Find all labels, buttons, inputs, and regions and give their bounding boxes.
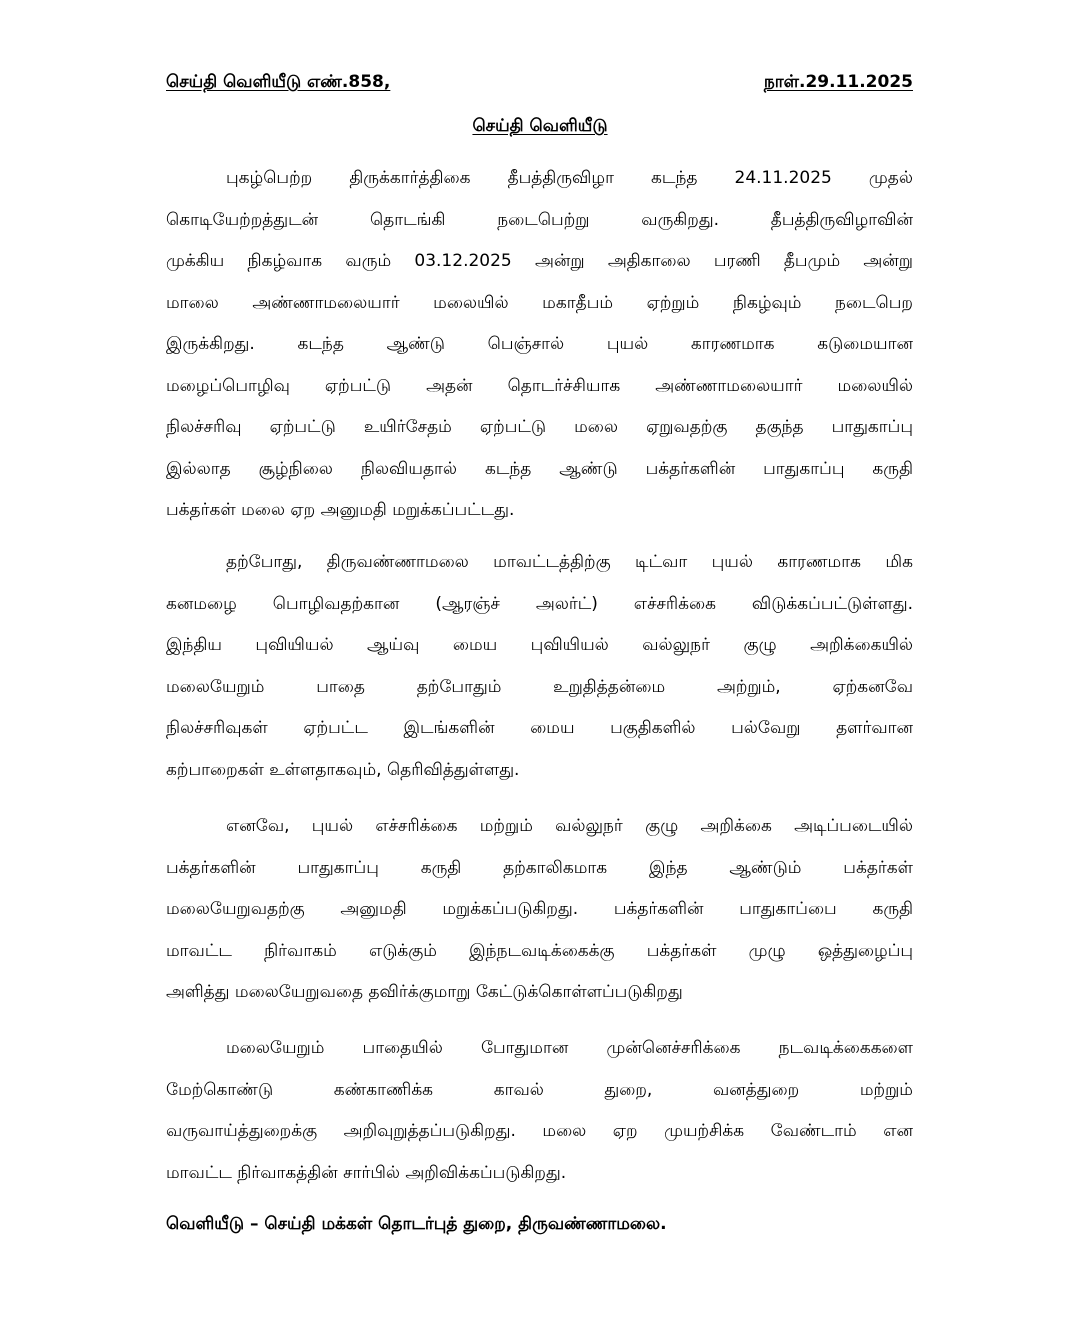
paragraph-line: நிலச்சரிவு ஏற்பட்டு உயிர்சேதம் ஏற்பட்டு மலை ஏறுவதற்கு தகுந்த பாதுகாப்பு <box>166 417 913 437</box>
paragraph-line: கற்பாறைகள் உள்ளதாகவும், தெரிவித்துள்ளது. <box>166 759 520 780</box>
paragraph-line: மலையேறும் பாதை தற்போதும் உறுதித்தன்மை அற்றும், ஏற்கனவே <box>166 676 913 697</box>
paragraph-line: முக்கிய நிகழ்வாக வரும் 03.12.2025 அன்று அதிகாலை பரணி தீபமும் அன்று <box>166 251 913 271</box>
paragraph-line: கனமழை பொழிவதற்கான (ஆரஞ்ச் அலர்ட்) எச்சரிக்கை விடுக்கப்பட்டுள்ளது. <box>166 593 913 614</box>
paragraph-line: மாலை அண்ணாமலையார் மலையில் மகாதீபம் ஏற்றும் நிகழ்வும் நடைபெற <box>166 292 913 313</box>
paragraph-line: மாவட்ட நிர்வாகம் எடுக்கும் இந்நடவடிக்கைக்கு பக்தர்கள் முழு ஒத்துழைப்பு <box>166 940 913 961</box>
issuer-footer: வெளியீடு – செய்தி மக்கள் தொடர்புத் துறை, திருவண்ணாமலை. <box>166 1214 667 1234</box>
paragraph-1 <box>166 158 913 532</box>
paragraph-line: நிலச்சரிவுகள் ஏற்பட்ட இடங்களின் மைய பகுதிகளில் பல்வேறு தளர்வான <box>166 718 913 738</box>
paragraph-line: மாவட்ட நிர்வாகத்தின் சார்பில் அறிவிக்கப்படுகிறது. <box>166 1162 567 1183</box>
header-row <box>166 68 913 98</box>
paragraph-line: மேற்கொண்டு கண்காணிக்க காவல் துறை, வனத்துறை மற்றும் <box>166 1079 913 1100</box>
paragraph-3 <box>166 806 913 1014</box>
paragraph-line: தற்போது, திருவண்ணாமலை மாவட்டத்திற்கு டிட்வா புயல் காரணமாக மிக <box>226 552 913 572</box>
paragraph-line: பக்தர்கள் மலை ஏற அனுமதி மறுக்கப்பட்டது. <box>166 500 515 520</box>
paragraph-line: இருக்கிறது. கடந்த ஆண்டு பெஞ்சால் புயல் காரணமாக கடுமையான <box>166 334 913 354</box>
paragraph-4 <box>166 1028 913 1194</box>
paragraph-line: பக்தர்களின் பாதுகாப்பு கருதி தற்காலிகமாக இந்த ஆண்டும் பக்தர்கள் <box>166 857 913 878</box>
paragraph-line: வருவாய்த்துறைக்கு அறிவுறுத்தப்படுகிறது. மலை ஏற முயற்சிக்க வேண்டாம் என <box>166 1121 913 1141</box>
release-date: நாள்.29.11.2025 <box>763 72 913 92</box>
paragraph-2 <box>166 542 913 791</box>
paragraph-line: எனவே, புயல் எச்சரிக்கை மற்றும் வல்லுநர் குழு அறிக்கை அடிப்படையில் <box>226 816 913 836</box>
paragraph-line: அளித்து மலையேறுவதை தவிர்க்குமாறு கேட்டுக்கொள்ளப்படுகிறது <box>166 982 683 1002</box>
release-number: செய்தி வெளியீடு எண்.858, <box>166 72 391 92</box>
paragraph-line: புகழ்பெற்ற திருக்கார்த்திகை தீபத்திருவிழா கடந்த 24.11.2025 முதல் <box>226 168 913 188</box>
paragraph-line: மழைப்பொழிவு ஏற்பட்டு அதன் தொடர்ச்சியாக அண்ணாமலையார் மலையில் <box>166 375 913 396</box>
paragraph-line: இந்திய புவியியல் ஆய்வு மைய புவியியல் வல்லுநர் குழு அறிக்கையில் <box>166 635 913 655</box>
paragraph-line: மலையேறுவதற்கு அனுமதி மறுக்கப்படுகிறது. பக்தர்களின் பாதுகாப்பை கருதி <box>166 899 913 919</box>
paragraph-line: இல்லாத சூழ்நிலை நிலவியதால் கடந்த ஆண்டு பக்தர்களின் பாதுகாப்பு கருதி <box>166 458 913 479</box>
paragraph-line: மலையேறும் பாதையில் போதுமான முன்னெச்சரிக்கை நடவடிக்கைகளை <box>226 1038 913 1058</box>
document-title: செய்தி வெளியீடு <box>472 116 608 136</box>
paragraph-line: கொடியேற்றத்துடன் தொடங்கி நடைபெற்று வருகிறது. தீபத்திருவிழாவின் <box>166 209 913 230</box>
